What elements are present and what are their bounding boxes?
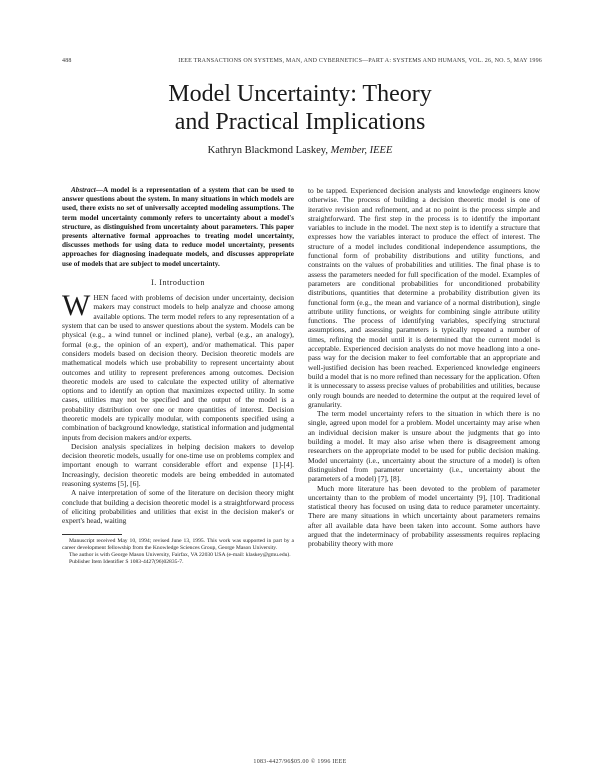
intro-paragraph-1-text: HEN faced with problems of decision under uncertainty, decision makers may construct models to help analyze and choose among available options. The term model refers to any representation of a system that can be used to answer questions about the system. Models can be physical (e.g., a wind tunnel or inclined plane), verbal (e.g., an analogy), formal (e.g., the opinion of an expert), and/or mathematical. This paper considers models based on decision theory. Decision theoretic models are mathematical models which use probability to represent uncertainty about outcomes and utility to represent preferences among outcomes. Decision theoretic models are used to calculate the expected utility of alternative options and to identify an option that maximizes expected utility. In some cases, utilities may not be specified and the output of the model is a probability distribution over one or more quantities of interest. Decision theoretic models are typically modular, with components specified using a combination of background knowledge, statistical information and judgmental inputs from decision makers and/or experts. (62, 293, 294, 442)
right-column (308, 186, 540, 549)
footnote-identifier: Publisher Item Identifier S 1083-4427(96)02835-7. (69, 558, 184, 565)
right-paragraph-2: The term model uncertainty refers to the situation in which there is no single, agreed upon model for a problem. Model uncertainty may arise when an individual decision maker is unsure about the judgments that go into building a model. It may also arise when there is disagreement among researchers on the appropriate model to be used for public decision making. Model uncertainty (i.e., uncertainty about the structure of a model) is often distinguished from parameter uncertainty (i.e., uncertainty about the parameters of a model) [7], [8]. (308, 409, 540, 484)
footnote-affiliation: The author is with George Mason University, Fairfax, VA 22030 USA (e-mail: klaskey@gmu.edu). (69, 551, 291, 558)
title-line-2: and Practical Implications (174, 109, 426, 135)
running-head (62, 58, 542, 68)
drop-cap: W (62, 289, 91, 323)
author-line (0, 145, 600, 156)
author-membership: Member, IEEE (330, 145, 393, 156)
abstract-text: A model is a representation of a system that can be used to answer questions about the system. In many situations in which models are used, there exists no set of universally accepted modeling assumptions. The term model uncertainty commonly refers to uncertainty about a model's structure, as distinguished from uncertainty about parameters. This paper presents alternative formal approaches to treating model uncertainty, discusses methods for using data to reduce model uncertainty, presents approaches for diagnosing inadequate models, and discusses appropriate use of models that are subject to model uncertainty. (62, 186, 294, 268)
copyright-line: 1083-4427/96$05.00 © 1996 IEEE (253, 759, 347, 765)
footnote-received: Manuscript received May 10, 1994; revised June 13, 1995. This work was supported in part by a career development fellowship from the Knowledge Sciences Group, George Mason University. (62, 537, 294, 551)
abstract-label: Abstract— (71, 186, 103, 194)
right-paragraph-1: to be tapped. Experienced decision analysts and knowledge engineers know otherwise. The process of building a decision theoretic model is one of iterative revision and refinement, and at no point is the process simple and straightforward. The first step in the process is to identify the important variables to include in the model. The next step is to identify a structure that expresses how the variables interact to produce the effect of interest. The structure of a model includes conditional independence assumptions, the functional form of probability distributions and utility functions, and constraints on the values of probabilities and utilities. The final phase is to assess the parameters needed for full specification of the model. Examples of parameters are conditional probabilities for unconditioned probability distributions, quantities that determine a probability distribution given its functional form (e.g., the mean and variance of a normal distribution), single attribute utility functions, or weights for combining single attribute utility functions. The process of identifying variables, specifying structural assumptions, and assessing parameters is typically repeated a number of times, refining the model until it is determined that the current model is acceptable. Experienced decision analysts do not move headlong into a one-pass way for the decision maker to feel comfortable that an appropriate and well-justified decision has been reached. Experienced knowledge engineers build a model that is no more refined than necessary for the application. Often it is unnecessary to assess precise values of probabilities and utilities, because only rough bounds are needed to determine the output at the required level of granularity. (308, 186, 540, 409)
author-name: Kathryn Blackmond Laskey, (207, 145, 328, 156)
footnotes (62, 538, 294, 566)
abstract (62, 186, 294, 269)
paper-title (0, 80, 600, 136)
intro-paragraph-2: Decision analysis specializes in helping decision makers to develop decision theoretic models, usually for one-time use on problems complex and important enough to warrant considerable effort and expense [1]-[4]. Increasingly, decision theoretic models are being embedded in automated reasoning systems [5], [6]. (62, 441, 294, 489)
right-paragraph-3: Much more literature has been devoted to the problem of parameter uncertainty than to the problem of model uncertainty [9], [10]. Traditional statistical theory has focused on using data to reduce parameter uncertainty. There are many situations in which uncertainty about parameters remains after all available data have been taken into account. Some authors have argued that the indeterminacy of probability assessments requires replacing probability theory with more (308, 483, 540, 549)
page-number: 488 (62, 58, 72, 64)
left-column (62, 186, 294, 566)
footnote-rule (62, 534, 122, 535)
intro-paragraph-3: A naive interpretation of some of the literature on decision theory might conclude that building a decision theoretic model is a straightforward process of eliciting probabilities and utilities that exist in the decision maker's or expert's head, waiting (62, 488, 294, 526)
section-heading: I. Introduction (151, 277, 205, 287)
intro-paragraph-1 (62, 289, 294, 442)
journal-name: IEEE TRANSACTIONS ON SYSTEMS, MAN, AND CYBERNETICS—PART A: SYSTEMS AND HUMANS, VOL. 26, NO. 5, MAY 1996 (178, 58, 542, 64)
title-line-1: Model Uncertainty: Theory (168, 81, 432, 107)
